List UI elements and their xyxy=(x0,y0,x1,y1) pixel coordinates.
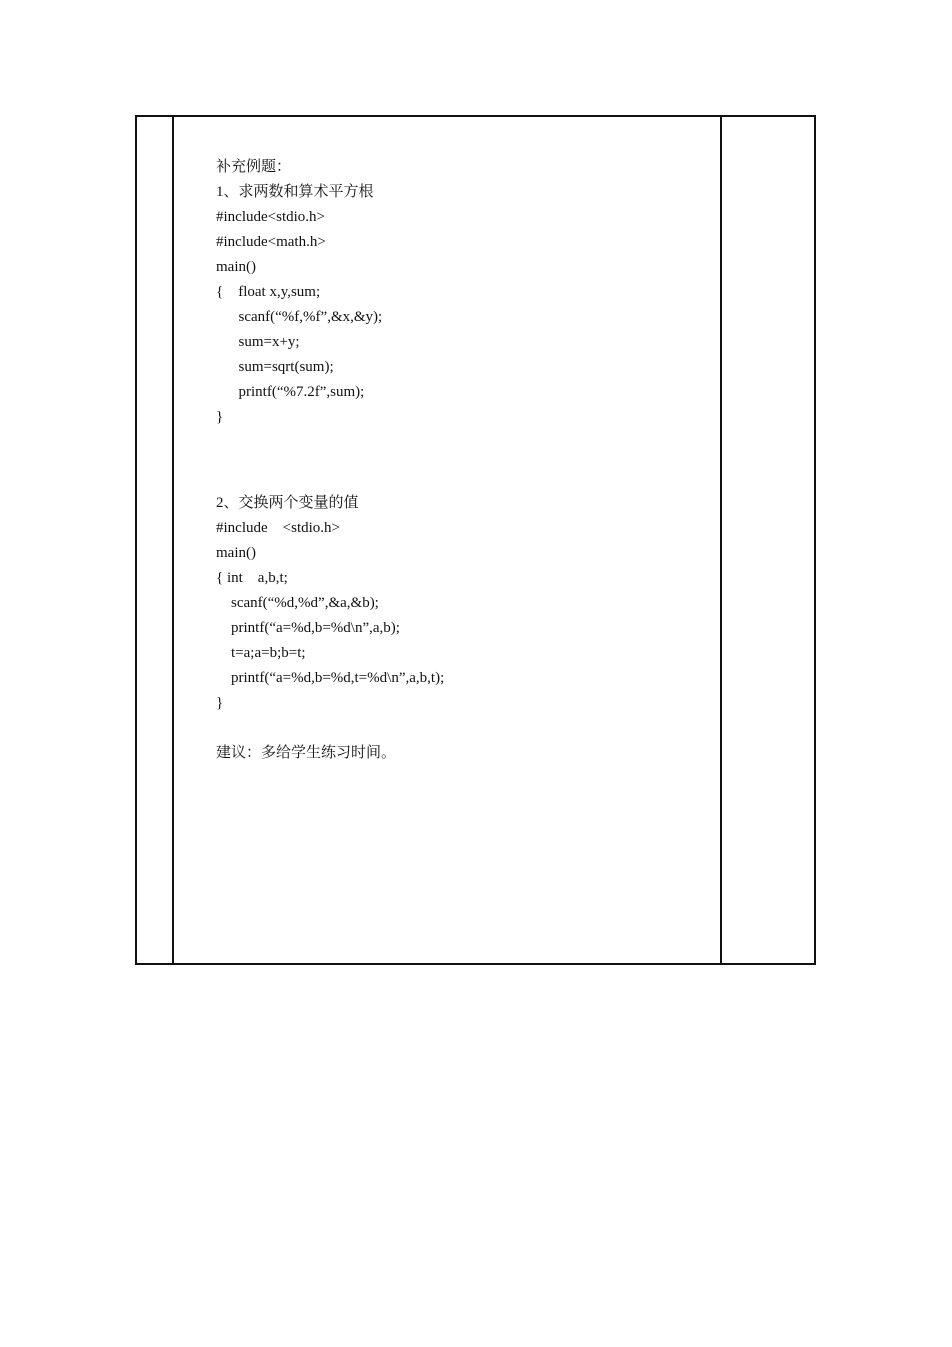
lesson-table xyxy=(135,115,816,965)
right-column-divider xyxy=(720,117,722,963)
left-column-divider xyxy=(172,117,174,963)
code-line: { float x,y,sum; xyxy=(216,284,321,300)
code-line: main() xyxy=(216,259,256,275)
code-line: printf(“a=%d,b=%d,t=%d\n”,a,b,t); xyxy=(216,670,445,686)
code-line: scanf(“%d,%d”,&a,&b); xyxy=(216,595,379,611)
code-line: t=a;a=b;b=t; xyxy=(216,645,306,661)
suggestion-text: 建议：多给学生练习时间。 xyxy=(216,745,397,761)
code-line: } xyxy=(216,695,224,711)
code-line: } xyxy=(216,409,224,425)
code-line: printf(“a=%d,b=%d\n”,a,b); xyxy=(216,620,400,636)
code-line: sum=sqrt(sum); xyxy=(216,359,334,375)
lesson-content xyxy=(216,155,696,766)
code-line: { int a,b,t; xyxy=(216,570,288,586)
code-line: #include<math.h> xyxy=(216,234,326,250)
code-line: main() xyxy=(216,545,256,561)
code-line: sum=x+y; xyxy=(216,334,300,350)
code-line: printf(“%7.2f”,sum); xyxy=(216,384,365,400)
code-line: #include <stdio.h> xyxy=(216,520,340,536)
code-line: scanf(“%f,%f”,&x,&y); xyxy=(216,309,383,325)
code-line: #include<stdio.h> xyxy=(216,209,325,225)
example2-title: 2、交换两个变量的值 xyxy=(216,495,359,511)
heading: 补充例题： xyxy=(216,159,292,175)
example1-title: 1、求两数和算术平方根 xyxy=(216,184,374,200)
